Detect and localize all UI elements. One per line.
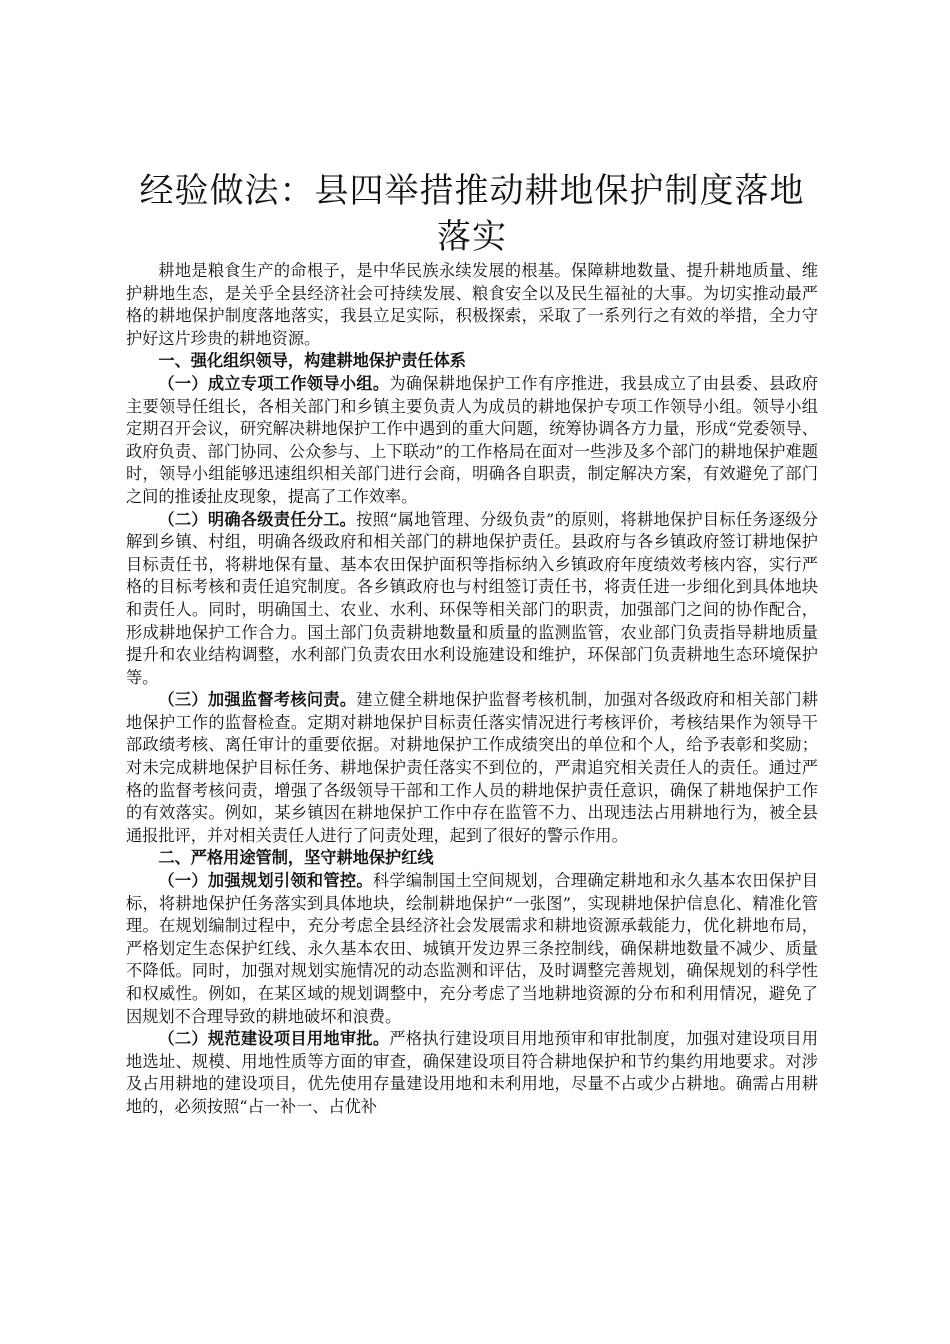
- item-text: 科学编制国土空间规划，合理确定耕地和永久基本农田保护目标，将耕地保护任务落实到具体地块，绘制耕地保护“一张图”，实现耕地保护信息化、精准化管理。在规划编制过程中，充分考虑全县经济社会发展需求和耕地资源承载能力，优化耕地布局，严格划定生态保护红线、永久基本农田、城镇开发边界三条控制线，确保耕地数量不减少、质量不降低。同时，加强对规划实施情况的动态监测和评估，及时调整完善规划，确保规划的科学性和权威性。例如，在某区域的规划调整中，充分考虑了当地耕地资源的分布和利用情况，避免了因规划不合理导致的耕地破坏和浪费。: [126, 871, 819, 1026]
- item-lead: （二）规范建设项目用地审批。: [158, 1029, 390, 1049]
- section-2-heading: 二、严格用途管制，坚守耕地保护红线: [158, 848, 434, 868]
- item-text: 建立健全耕地保护监督考核机制，加强对各级政府和相关部门耕地保护工作的监督检查。定期对耕地保护目标责任落实情况进行考核评价，考核结果作为领导干部政绩考核、离任审计的重要依据。对耕地保护工作成绩突出的单位和个人，给予表彰和奖励；对未完成耕地保护目标任务、耕地保护责任落实不到位的，严肃追究相关责任人的责任。通过严格的监督考核问责，增强了各级领导干部和工作人员的耕地保护责任意识，确保了耕地保护工作的有效落实。例如，某乡镇因在耕地保护工作中存在监管不力、出现违法占用耕地行为，被全县通报批评，并对相关责任人进行了问责处理，起到了很好的警示作用。: [126, 690, 819, 845]
- section-1-item-1: [126, 373, 818, 509]
- item-text: 按照“属地管理、分级负责”的原则，将耕地保护目标任务逐级分解到乡镇、村组，明确各级政府和相关部门的耕地保护责任。县政府与各乡镇政府签订耕地保护目标责任书，将耕地保有量、基本农田保护面积等指标纳入乡镇政府年度绩效考核内容，实行严格的目标考核和责任追究制度。各乡镇政府也与村组签订责任书，将责任进一步细化到具体地块和责任人。同时，明确国土、农业、水利、环保等相关部门的职责，加强部门之间的协作配合，形成耕地保护工作合力。国土部门负责耕地数量和质量的监测监管，农业部门负责指导耕地质量提升和农业结构调整，水利部门负责农田水利设施建设和维护，环保部门负责耕地生态环境保护等。: [126, 509, 818, 687]
- section-2-item-1: [126, 870, 818, 1028]
- item-text: 严格执行建设项目用地预审和审批制度，加强对建设项目用地选址、规模、用地性质等方面的审查，确保建设项目符合耕地保护和节约集约用地要求。对涉及占用耕地的建设项目，优先使用存量建设用地和未利用地，尽量不占或少占耕地。确需占用耕地的，必须按照“占一补一、占优补: [126, 1029, 819, 1116]
- intro-paragraph: 耕地是粮食生产的命根子，是中华民族永续发展的根基。保障耕地数量、提升耕地质量、维护耕地生态，是关乎全县经济社会可持续发展、粮食安全以及民生福祉的大事。为切实推动最严格的耕地保护制度落地落实，我县立足实际，积极探索，采取了一系列行之有效的举措，全力守护好这片珍贵的耕地资源。: [126, 261, 818, 348]
- section-1-item-3: [126, 689, 818, 847]
- section-2-item-2: [126, 1028, 818, 1118]
- item-text: 为确保耕地保护工作有序推进，我县成立了由县委、县政府主要领导任组长，各相关部门和乡镇主要负责人为成员的耕地保护专项工作领导小组。领导小组定期召开会议，研究解决耕地保护工作中遇到的重大问题，统筹协调各方力量，形成“党委领导、政府负责、部门协同、公众参与、上下联动”的工作格局在面对一些涉及多个部门的耕地保护难题时，领导小组能够迅速组织相关部门进行会商，明确各自职责，制定解决方案，有效避免了部门之间的推诿扯皮现象，提高了工作效率。: [126, 373, 819, 506]
- section-1-heading: 一、强化组织领导，构建耕地保护责任体系: [158, 351, 466, 371]
- document-title: 经验做法：县四举措推动耕地保护制度落地落实: [139, 171, 805, 257]
- item-lead: （一）加强规划引领和管控。: [158, 871, 373, 891]
- item-lead: （二）明确各级责任分工。: [158, 509, 357, 529]
- document-page: [126, 168, 818, 1119]
- item-lead: （一）成立专项工作领导小组。: [158, 373, 390, 393]
- item-lead: （三）加强监督考核问责。: [158, 690, 357, 710]
- section-1-item-2: [126, 509, 818, 690]
